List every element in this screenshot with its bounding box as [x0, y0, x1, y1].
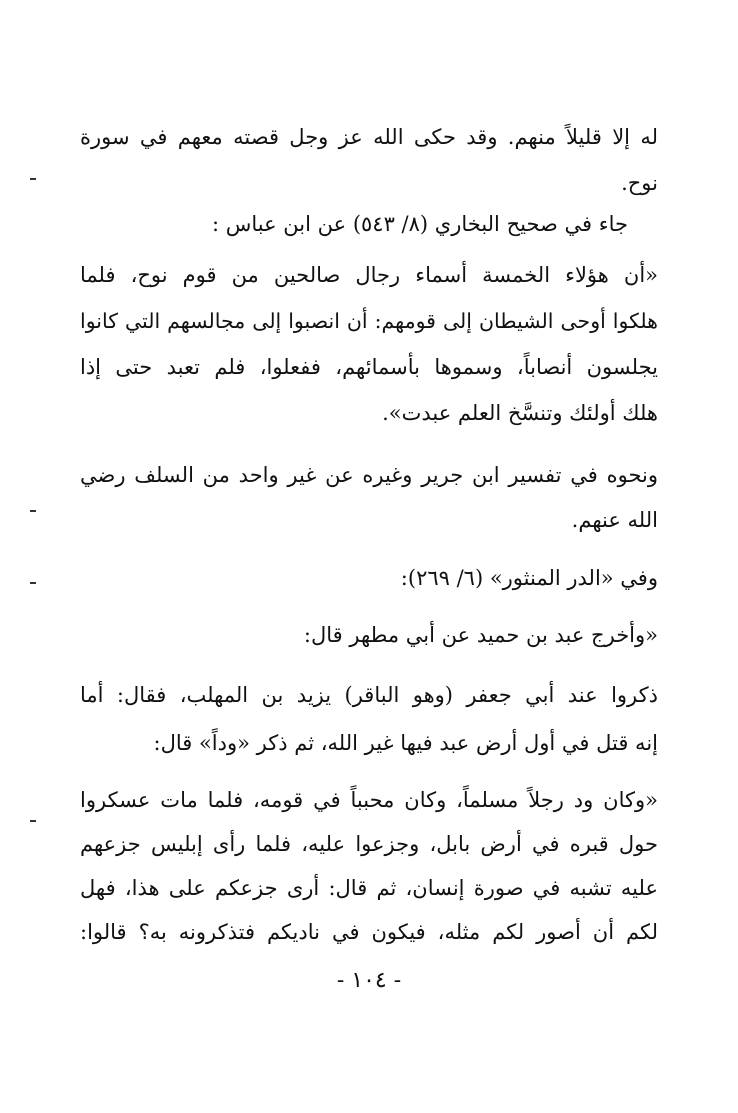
paragraph-7 — [80, 671, 658, 767]
text-line: نوح. — [621, 171, 658, 195]
margin-mark — [30, 510, 36, 512]
text-line: لكم أن أصور لكم مثله، فيكون في ناديكم فتذكرونه به؟ قالوا: — [80, 920, 658, 944]
text-line: هلكوا أوحى الشيطان إلى قومهم: أن انصبوا إلى مجالسهم التي كانوا — [80, 309, 658, 333]
text-line: له إلا قليلاً منهم. وقد حكى الله عز وجل قصته معهم في سورة — [80, 125, 658, 149]
text-line: يجلسون أنصاباً، وسموها بأسمائهم، ففعلوا، فلم تعبد حتى إذا — [80, 355, 658, 379]
paragraph-8 — [80, 778, 658, 954]
text-line: عليه تشبه في صورة إنسان، ثم قال: أرى جزعكم على هذا، فهل — [80, 876, 658, 900]
text-line: وفي «الدر المنثور» (٦/ ٢٦٩): — [400, 566, 658, 590]
page-number: - ١٠٤ - — [336, 968, 402, 993]
paragraph-6 — [80, 614, 658, 656]
text-line: ونحوه في تفسير ابن جرير وغيره عن غير واحد من السلف رضي — [80, 463, 658, 487]
paragraph-4 — [80, 453, 658, 543]
paragraph-1 — [80, 116, 658, 204]
text-line: «وأخرج عبد بن حميد عن أبي مطهر قال: — [303, 623, 658, 647]
paragraph-3 — [80, 252, 658, 436]
text-line: الله عنهم. — [571, 508, 658, 532]
text-line: جاء في صحيح البخاري (٨/ ٥٤٣) عن ابن عباس : — [211, 212, 628, 236]
paragraph-2 — [80, 203, 658, 245]
text-line: «وكان ود رجلاً مسلماً، وكان محبباً في قومه، فلما مات عسكروا — [80, 788, 658, 812]
margin-mark — [30, 820, 36, 822]
text-line: إنه قتل في أول أرض عبد فيها غير الله، ثم ذكر «وداً» قال: — [153, 731, 658, 755]
margin-mark — [30, 178, 36, 180]
text-line: حول قبره في أرض بابل، وجزعوا عليه، فلما رأى إبليس جزعهم — [80, 832, 658, 856]
text-line: هلك أولئك وتنسَّخ العلم عبدت». — [382, 401, 658, 425]
text-line: ذكروا عند أبي جعفر (وهو الباقر) يزيد بن المهلب، فقال: أما — [80, 683, 658, 707]
text-line: «أن هؤلاء الخمسة أسماء رجال صالحين من قوم نوح، فلما — [80, 263, 658, 287]
margin-mark — [30, 582, 36, 584]
paragraph-5 — [80, 557, 658, 599]
